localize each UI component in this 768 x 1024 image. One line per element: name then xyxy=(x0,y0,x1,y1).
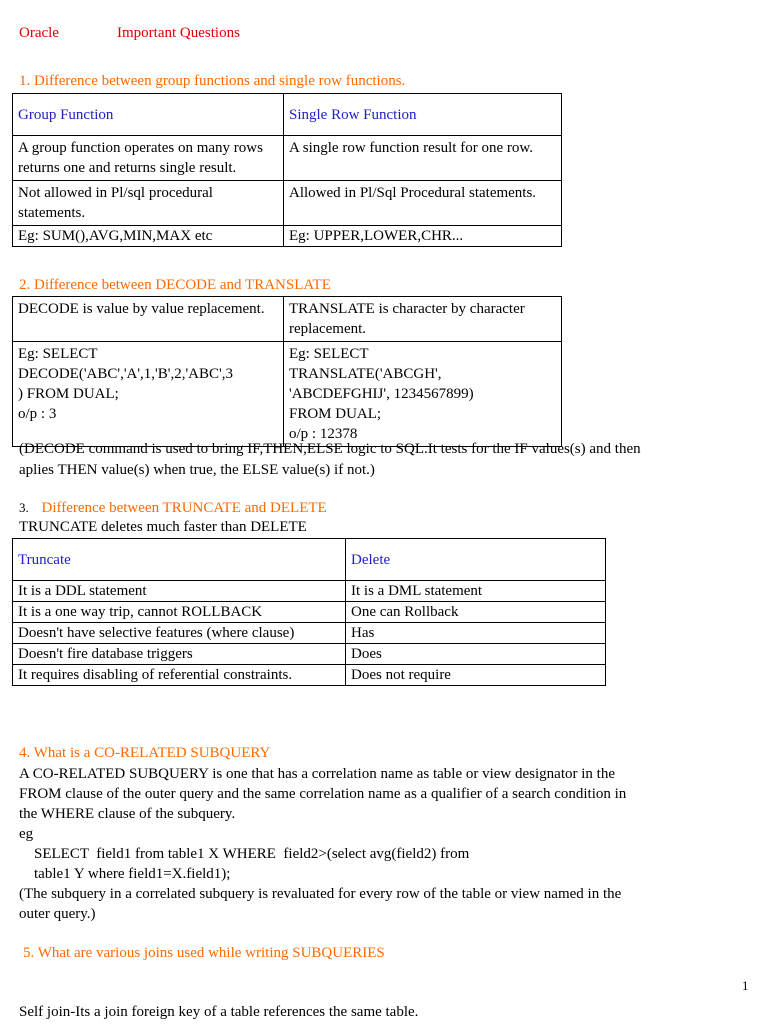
q1-col1-header: Group Function xyxy=(13,94,284,136)
table-row xyxy=(13,623,606,644)
q3-heading-row xyxy=(19,500,327,517)
q2-r1-a: DECODE is value by value replacement. xyxy=(13,297,284,342)
q3-row4-b: Does xyxy=(346,644,606,665)
q3-row3-b: Has xyxy=(346,623,606,644)
q2-r2-a-line: DECODE('ABC','A',1,'B',2,'ABC',3 xyxy=(18,366,233,382)
table-row xyxy=(13,539,606,581)
q3-col2-header: Delete xyxy=(346,539,606,581)
q2-r2-b-line: FROM DUAL; xyxy=(289,406,382,422)
q4-code-line1: SELECT field1 from table1 X WHERE field2>(select avg(field2) from xyxy=(19,846,470,862)
table-row xyxy=(13,136,562,181)
table-row xyxy=(13,644,606,665)
q1-col2-header: Single Row Function xyxy=(284,94,562,136)
q2-heading: 2. Difference between DECODE and TRANSLATE xyxy=(19,277,331,293)
q4-code-line2: table1 Y where field1=X.field1); xyxy=(19,866,231,882)
self-join-text: Self join-Its a join foreign key of a table references the same table. xyxy=(19,1004,419,1020)
q2-note-line2: aplies THEN value(s) when true, the ELSE value(s) if not.) xyxy=(19,462,375,478)
q2-r2-a-line: Eg: SELECT xyxy=(18,346,98,362)
q4-note-line2: outer query.) xyxy=(19,906,96,922)
q1-heading: 1. Difference between group functions and single row functions. xyxy=(19,73,406,89)
q4-eg-label: eg xyxy=(19,826,34,842)
q2-r2-b-line: 'ABCDEFGHIJ', 1234567899) xyxy=(289,386,474,402)
q4-note-line1: (The subquery in a correlated subquery is revaluated for every row of the table or view named in the xyxy=(19,886,622,902)
table-row xyxy=(13,226,562,247)
q3-number: 3. xyxy=(19,500,29,515)
q1-row2-b: Allowed in Pl/Sql Procedural statements. xyxy=(284,181,562,226)
q4-heading: 4. What is a CO-RELATED SUBQUERY xyxy=(19,745,271,761)
q2-table xyxy=(12,296,562,447)
q4-paragraph-line1: A CO-RELATED SUBQUERY is one that has a correlation name as table or view designator in the xyxy=(19,766,615,782)
q3-intro: TRUNCATE deletes much faster than DELETE xyxy=(19,519,307,535)
q3-row2-b: One can Rollback xyxy=(346,602,606,623)
q2-note-line1: (DECODE command is used to bring IF,THEN,ELSE logic to SQL.It tests for the IF values(s) and then xyxy=(19,441,641,457)
q3-table xyxy=(12,538,606,686)
q4-paragraph-line2: FROM clause of the outer query and the same correlation name as a qualifier of a search condition in xyxy=(19,786,627,802)
doc-title-left: Oracle xyxy=(19,25,59,41)
q2-r2-b-line: Eg: SELECT xyxy=(289,346,369,362)
table-row xyxy=(13,94,562,136)
q3-row1-a: It is a DDL statement xyxy=(13,581,346,602)
q2-r2-b-line: o/p : 12378 xyxy=(289,426,358,442)
q1-row1-a: A group function operates on many rows returns one and returns single result. xyxy=(13,136,284,181)
q2-r2-a-line: ) FROM DUAL; xyxy=(18,386,119,402)
q4-paragraph-line3: the WHERE clause of the subquery. xyxy=(19,806,236,822)
q2-r2-a xyxy=(13,342,284,447)
q1-row2-a: Not allowed in Pl/sql procedural statements. xyxy=(13,181,284,226)
q2-r2-b-line: TRANSLATE('ABCGH', xyxy=(289,366,442,382)
q1-row3-b: Eg: UPPER,LOWER,CHR... xyxy=(284,226,562,247)
q2-r1-b: TRANSLATE is character by character replacement. xyxy=(284,297,562,342)
table-row xyxy=(13,342,562,447)
q5-heading: 5. What are various joins used while writing SUBQUERIES xyxy=(23,945,385,961)
table-row xyxy=(13,297,562,342)
doc-title-right: Important Questions xyxy=(117,25,240,41)
table-row xyxy=(13,665,606,686)
q3-heading: Difference between TRUNCATE and DELETE xyxy=(41,500,327,516)
q1-row1-b: A single row function result for one row. xyxy=(284,136,562,181)
table-row xyxy=(13,181,562,226)
q3-row3-a: Doesn't have selective features (where clause) xyxy=(13,623,346,644)
q3-row5-b: Does not require xyxy=(346,665,606,686)
q2-r2-a-line: o/p : 3 xyxy=(18,406,57,422)
q1-table xyxy=(12,93,562,247)
q3-row1-b: It is a DML statement xyxy=(346,581,606,602)
q3-col1-header: Truncate xyxy=(13,539,346,581)
page-number: 1 xyxy=(742,978,749,993)
q1-row3-a: Eg: SUM(),AVG,MIN,MAX etc xyxy=(13,226,284,247)
q3-row5-a: It requires disabling of referential constraints. xyxy=(13,665,346,686)
q3-row2-a: It is a one way trip, cannot ROLLBACK xyxy=(13,602,346,623)
table-row xyxy=(13,581,606,602)
q2-r2-b xyxy=(284,342,562,447)
table-row xyxy=(13,602,606,623)
q3-row4-a: Doesn't fire database triggers xyxy=(13,644,346,665)
